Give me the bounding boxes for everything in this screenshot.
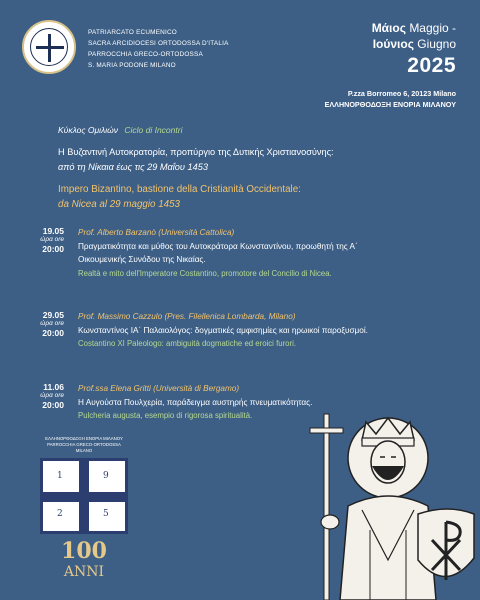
event-speaker: Prof.ssa Elena Gritti (Università di Bergamo) [78, 384, 240, 393]
logo-caption-it: PARROCCHIA GRECO-ORTODOSSA MILANO [47, 442, 121, 453]
anni-number: 100 [61, 538, 107, 564]
event-speaker: Prof. Alberto Barzanò (Università Cattolica) [78, 228, 235, 237]
logo-caption-gr: ΕΛΛΗΝΟΡΘΟΔΟΞΗ ΕΝΟΡΙΑ ΜΙΛΑΝΟΥ [45, 436, 123, 441]
title-gr-main: Η Βυζαντινή Αυτοκρατορία, προπύργιο της Δυτικής Χριστιανοσύνης: [58, 147, 334, 157]
event-date [30, 226, 64, 254]
event-ora: ώρα ore [40, 320, 64, 327]
event-speaker: Prof. Massimo Cazzulo (Pres. Filellenica Lombarda, Milano) [78, 312, 296, 321]
event-text [78, 226, 368, 280]
title-italian [58, 182, 458, 212]
logo-caption [40, 436, 128, 454]
event-text [78, 310, 368, 351]
event-date [30, 382, 64, 410]
anniversary-logo [40, 436, 128, 580]
anni-text [40, 538, 128, 580]
event-title-gr: Η Αυγούστα Πουλχερία, παράδειγμα αυστηρής πνευματικότητας. [78, 397, 313, 407]
saint-constantine-illustration [300, 410, 480, 600]
event-time: 20:00 [42, 400, 64, 410]
cycle-gr: Κύκλος Ομιλιών [58, 125, 118, 135]
org-line: S. MARIA PODONE MILANO [88, 62, 176, 69]
event-title-it: Realtà e mito dell'Imperatore Costantino, promotore del Concilio di Nicea. [78, 268, 332, 278]
event-time: 20:00 [42, 328, 64, 338]
cycle-it: Ciclo di Incontri [124, 125, 183, 135]
event-title-gr: Κωνσταντίνος ΙΑ΄ Παλαιολόγος: δογματικές αμφισημίες και ηρωικοί παροξυσμοί. [78, 325, 368, 335]
patriarchate-seal [22, 20, 76, 74]
logo-cross-box [40, 458, 128, 534]
logo-digit: 5 [103, 509, 109, 519]
title-greek [58, 145, 458, 175]
org-line: PARROCCHIA GRECO-ORTODOSSA [88, 51, 203, 58]
event-ora: ώρα ore [40, 236, 64, 243]
anni-word: ANNI [63, 564, 105, 580]
title-it-main: Impero Bizantino, bastione della Cristianità Occidentale: [58, 184, 301, 195]
title-gr-sub: από τη Νίκαια έως τις 29 Μαΐου 1453 [58, 162, 208, 172]
event-time: 20:00 [42, 244, 64, 254]
org-line: PATRIARCATO ECUMENICO [88, 29, 177, 36]
event-date [30, 310, 64, 338]
organization-block [88, 27, 229, 71]
month-it: Giugno [417, 37, 456, 51]
cycle-heading [58, 125, 182, 135]
address: P.zza Borromeo 6, 20123 Milano [347, 89, 456, 98]
month-gr: Ιούνιος [372, 37, 414, 51]
logo-digit: 9 [103, 471, 109, 481]
event-day: 29.05 [42, 310, 64, 320]
parish-name: ΕΛΛΗΝΟΡΘΟΔΟΞΗ ΕΝΟΡΙΑ ΜΙΛΑΝΟΥ [324, 100, 456, 109]
event-title-gr: Πραγματικότητα και μύθος του Αυτοκράτορα Κωνσταντίνου, προωθητή της Α΄ Οικουμενικής Συνόδου της Νικαίας. [78, 241, 358, 264]
event-ora: ώρα ore [40, 392, 64, 399]
event-title-it: Costantino XI Paleologo: ambiguità dogmatiche ed eroici furori. [78, 339, 297, 348]
event-day: 11.06 [43, 382, 64, 392]
month-it: Maggio - [409, 21, 456, 35]
year: 2025 [407, 54, 456, 77]
address-block [325, 88, 456, 110]
org-line: SACRA ARCIDIOCESI ORTODOSSA D'ITALIA [88, 40, 229, 47]
month-gr: Μάιος [371, 21, 406, 35]
date-range [372, 20, 456, 78]
logo-digit: 1 [57, 471, 63, 481]
event-title-it: Pulcheria augusta, esempio di rigorosa spiritualità. [78, 411, 253, 420]
title-it-sub: da Nicea al 29 maggio 1453 [58, 199, 181, 210]
event-day: 19.05 [42, 226, 64, 236]
logo-digit: 2 [57, 509, 63, 519]
